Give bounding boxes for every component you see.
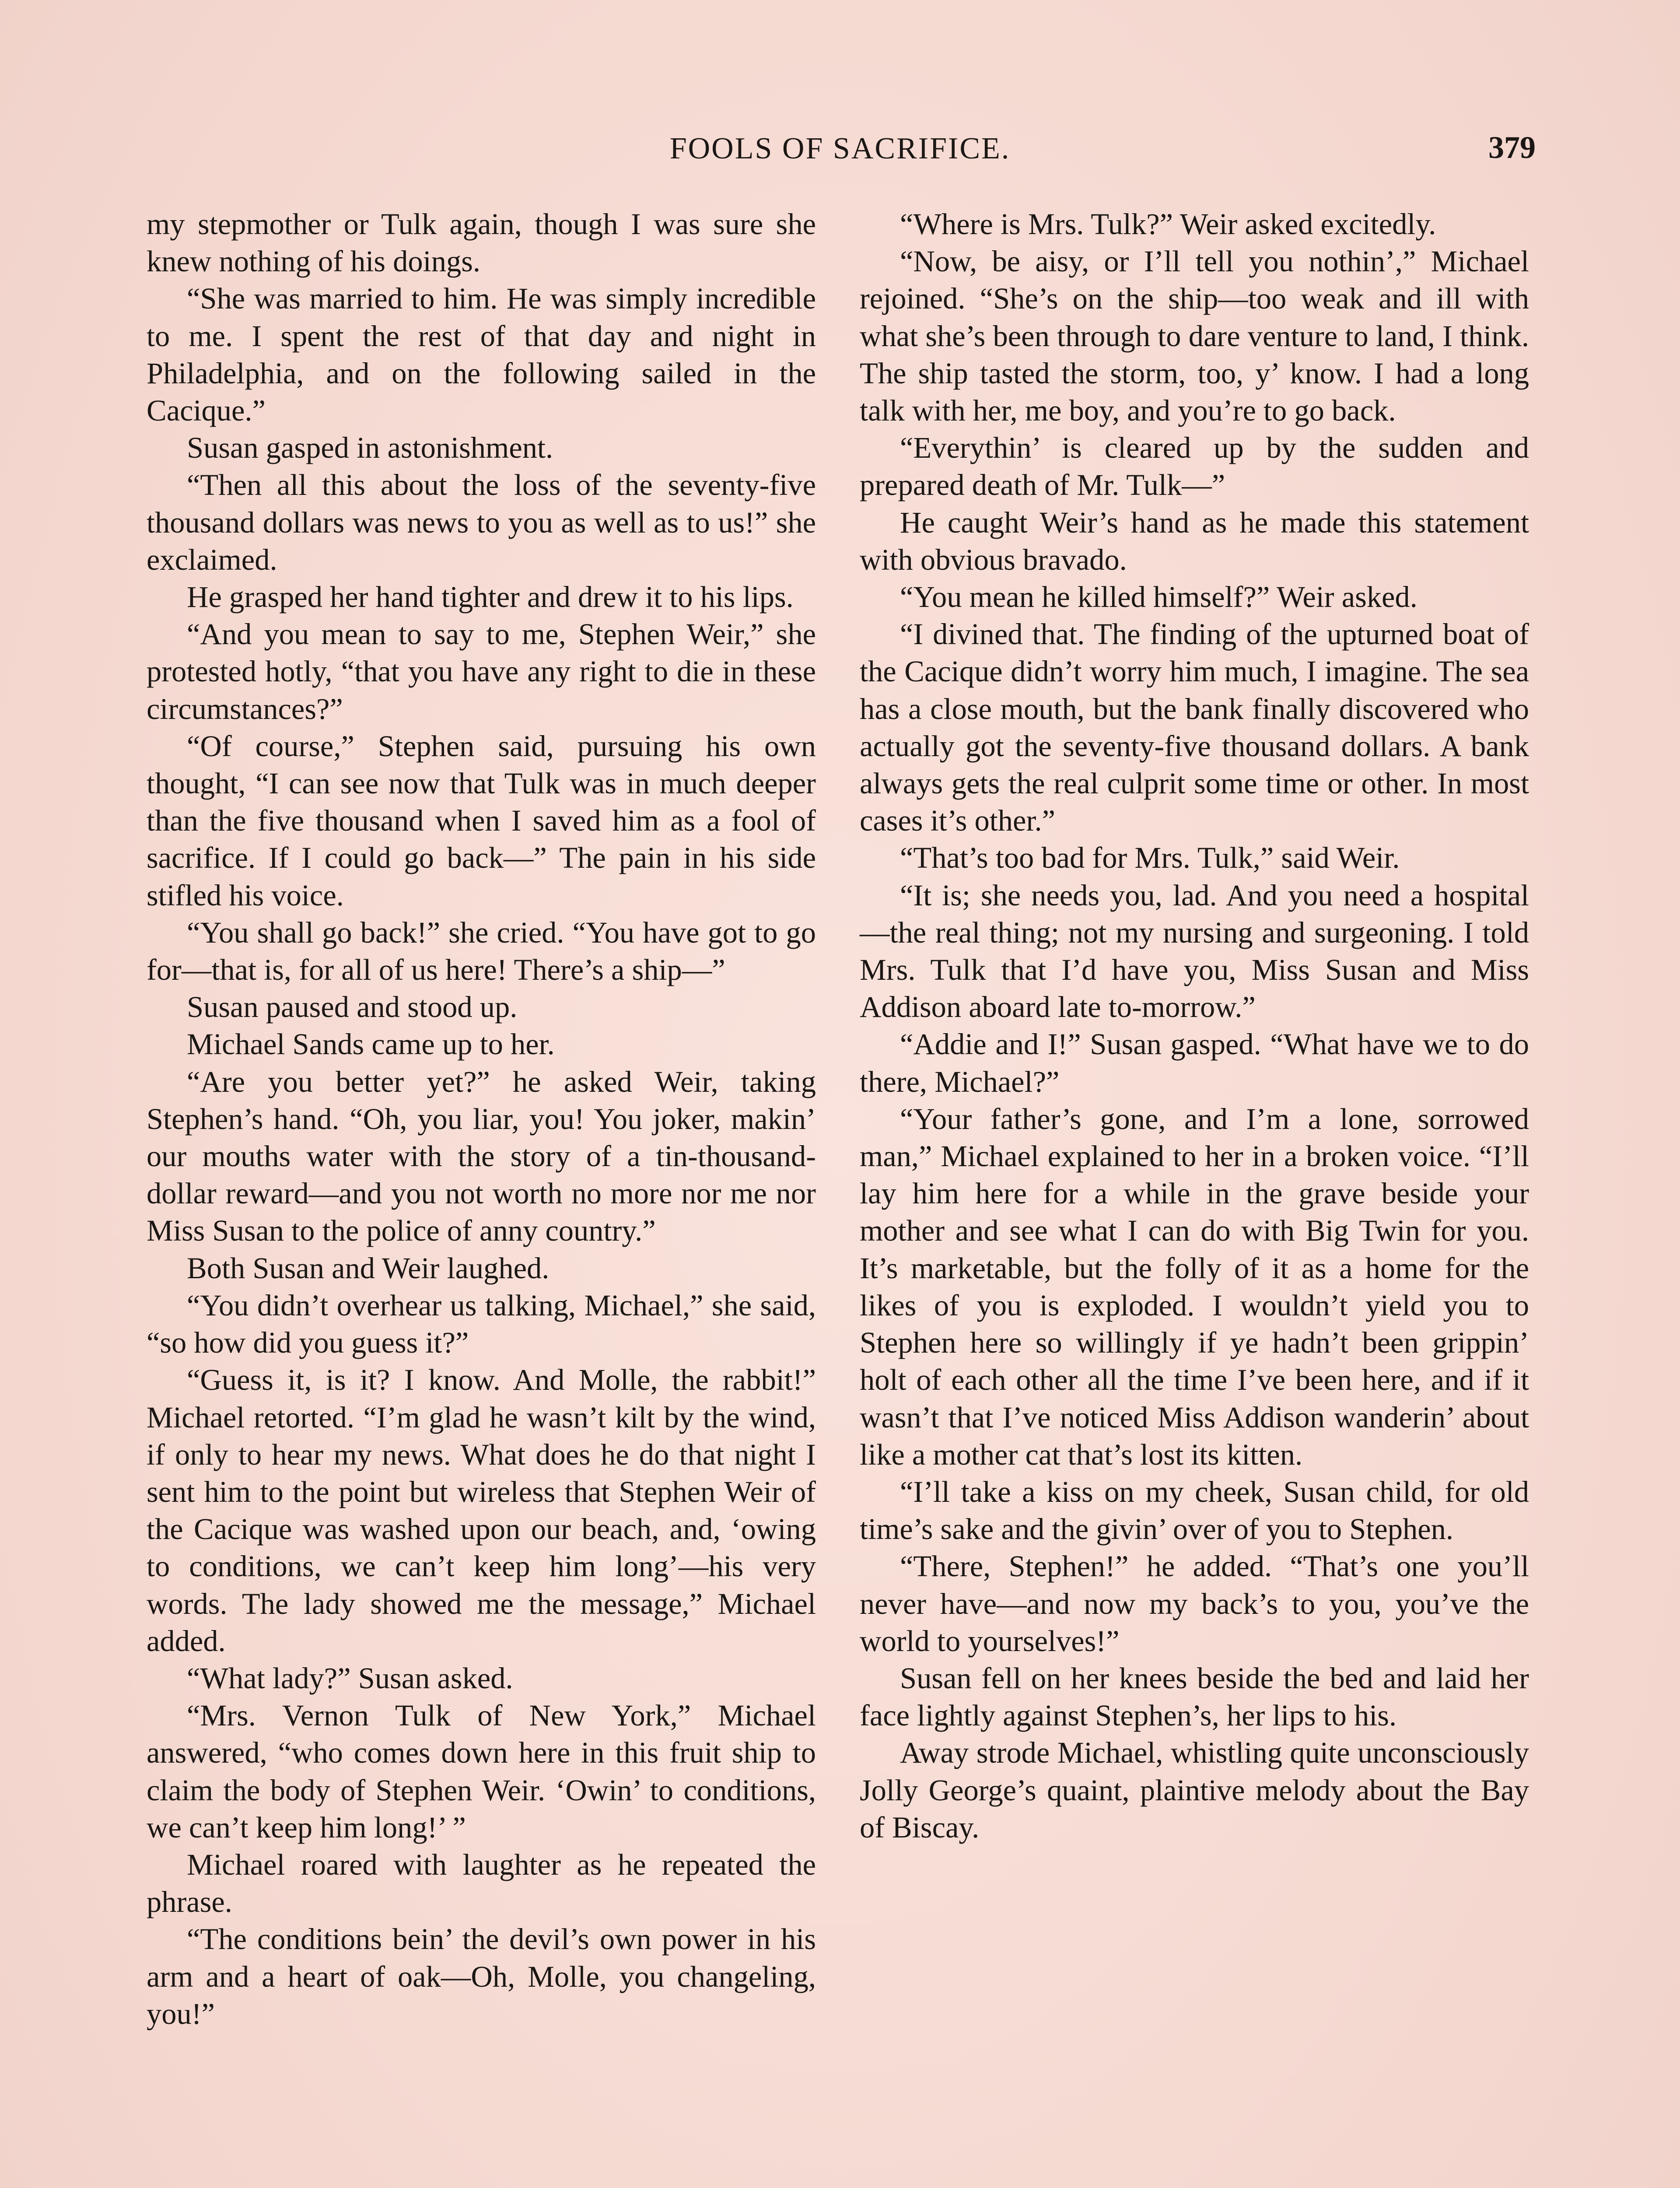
paragraph: “Mrs. Vernon Tulk of New York,” Michael answered, “who comes down here in this fruit ship to claim the body of Stephen Weir. ‘Owin’ to conditions, we can’t keep him long!’ ” (147, 1699, 816, 1844)
paragraph: “She was married to him. He was simply incredible to me. I spent the rest of that day and night in Philadelphia, and on the following sailed in the Cacique.” (147, 282, 816, 428)
paragraph: “That’s too bad for Mrs. Tulk,” said Weir. (900, 841, 1400, 875)
paragraph: “There, Stephen!” he added. “That’s one you’ll never have—and now my back’s to you, you’ve the world to yourselves!” (860, 1550, 1529, 1658)
paragraph: “Now, be aisy, or I’ll tell you nothin’,” Michael rejoined. “She’s on the ship—too weak and ill with what she’s been through to dare venture to land, I think. The ship tasted the storm, too, y’ know. I had a long talk with her, me boy, and you’re to go back. (860, 245, 1529, 428)
paragraph: “I’ll take a kiss on my cheek, Susan child, for old time’s sake and the givin’ over of you to Stephen. (860, 1475, 1529, 1546)
paragraph: my stepmother or Tulk again, though I was sure she knew nothing of his doings. (147, 207, 816, 278)
paragraph: Michael Sands came up to her. (187, 1027, 555, 1061)
paragraph: “You didn’t overhear us talking, Michael,” she said, “so how did you guess it?” (147, 1288, 816, 1360)
paragraph: Susan fell on her knees beside the bed and laid her face lightly against Stephen’s, her lips to his. (860, 1661, 1529, 1732)
paragraph: Susan gasped in astonishment. (187, 431, 553, 465)
paragraph: “Then all this about the loss of the seventy-five thousand dollars was news to you as well as to us!” she exclaimed. (147, 468, 816, 576)
paragraph: “Your father’s gone, and I’m a lone, sorrowed man,” Michael explained to her in a broken voice. “I’ll lay him here for a while in the grave beside your mother and see what I can do with Big Twin for you. It’s marketable, but the folly of it as a home for the likes of you is exploded. I wouldn’t yield you to Stephen here so willingly if ye hadn’t been grippin’ holt of each other all the time I’ve been here, and if it wasn’t that I’ve noticed Miss Addison wanderin’ about like a mother cat that’s lost its kitten. (860, 1102, 1529, 1471)
paragraph: “You shall go back!” she cried. “You have got to go for—that is, for all of us here! There’s a ship—” (147, 915, 816, 987)
right-column (860, 206, 1529, 1846)
paragraph: “The conditions bein’ the devil’s own power in his arm and a heart of oak—Oh, Molle, you changeling, you!” (147, 1922, 816, 2030)
page-number: 379 (1488, 130, 1536, 165)
paragraph: “You mean he killed himself?” Weir asked. (900, 580, 1418, 614)
running-title: FOOLS OF SACRIFICE. (669, 132, 1011, 165)
paragraph: “Where is Mrs. Tulk?” Weir asked excitedly. (900, 207, 1436, 241)
paragraph: “And you mean to say to me, Stephen Weir,” she protested hotly, “that you have any right to die in these circumstances?” (147, 617, 816, 726)
paragraph: Michael roared with laughter as he repeated the phrase. (147, 1848, 816, 1919)
paragraph: Away strode Michael, whistling quite unconsciously Jolly George’s quaint, plaintive melody about the Bay of Biscay. (860, 1736, 1529, 1844)
paragraph: “Of course,” Stephen said, pursuing his own thought, “I can see now that Tulk was in much deeper than the five thousand when I saved him as a fool of sacrifice. If I could go back—” The pain in his side stifled his voice. (147, 729, 816, 912)
paragraph: Susan paused and stood up. (187, 990, 518, 1024)
left-column (147, 206, 816, 2033)
paragraph: “What lady?” Susan asked. (187, 1661, 513, 1695)
paragraph: Both Susan and Weir laughed. (187, 1251, 550, 1285)
paragraph: “Guess it, is it? I know. And Molle, the rabbit!” Michael retorted. “I’m glad he wasn’t kilt by the wind, if only to hear my news. What does he do that night I sent him to the point but wireless that Stephen Weir of the Cacique was washed upon our beach, and, ‘owing to conditions, we can’t keep him long’—his very words. The lady showed me the message,” Michael added. (147, 1363, 816, 1658)
paragraph: “I divined that. The finding of the upturned boat of the Cacique didn’t worry him much, I imagine. The sea has a close mouth, but the bank finally discovered who actually got the seventy-five thousand dollars. A bank always gets the real culprit some time or other. In most cases it’s other.” (860, 617, 1529, 838)
paragraph: “It is; she needs you, lad. And you need a hospital—the real thing; not my nursing and surgeoning. I told Mrs. Tulk that I’d have you, Miss Susan and Miss Addison aboard late to-morrow.” (860, 878, 1529, 1024)
paragraph: He caught Weir’s hand as he made this statement with obvious bravado. (860, 505, 1529, 576)
paragraph: “Everythin’ is cleared up by the sudden and prepared death of Mr. Tulk—” (860, 431, 1529, 502)
paragraph: He grasped her hand tighter and drew it to his lips. (187, 580, 794, 614)
paragraph: “Are you better yet?” he asked Weir, taking Stephen’s hand. “Oh, you liar, you! You joker, makin’ our mouths water with the story of a tin-thousand-dollar reward—and you not worth no more nor me nor Miss Susan to the police of anny country.” (147, 1065, 816, 1248)
paragraph: “Addie and I!” Susan gasped. “What have we to do there, Michael?” (860, 1027, 1529, 1098)
